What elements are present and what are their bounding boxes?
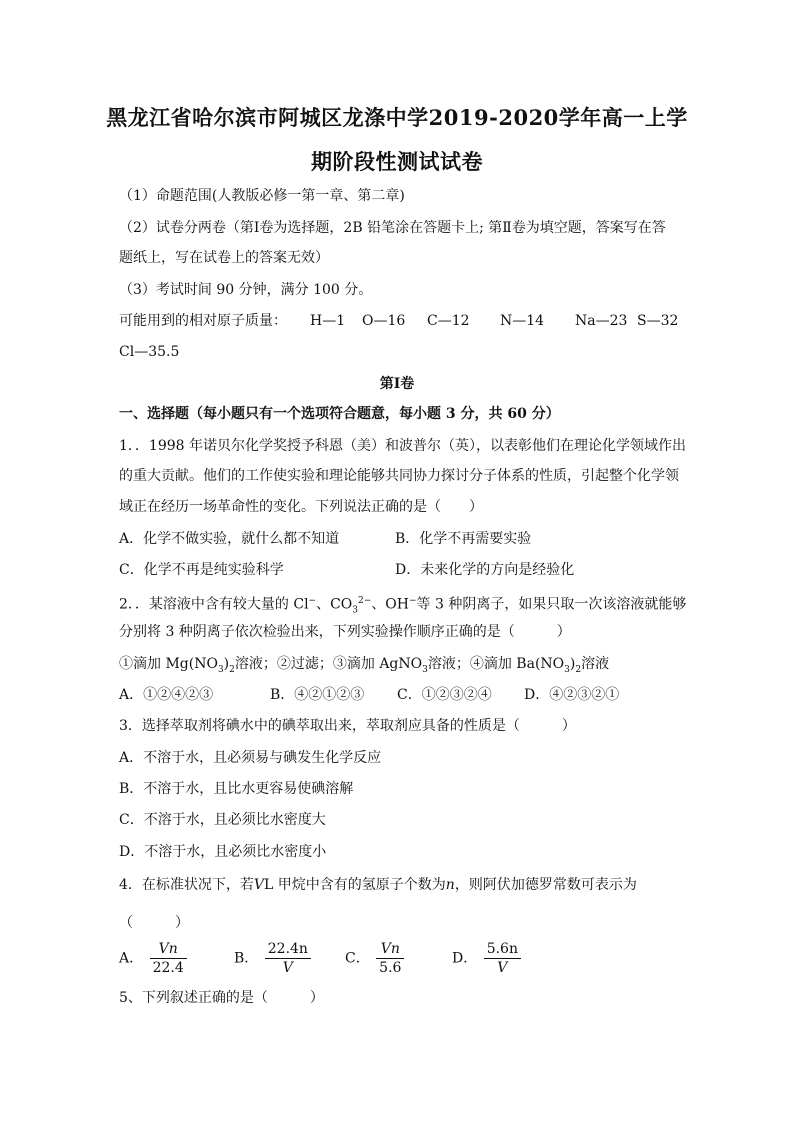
fraction-numerator: Vn (150, 940, 187, 959)
volume-heading: 第Ⅰ卷 (379, 376, 415, 392)
q2-option-d: D．④②③②① (524, 687, 620, 703)
q3-option-c: C．不溶于水，且必须比水密度大 (119, 812, 326, 828)
fraction-denominator: V (282, 960, 293, 976)
q3-option-b: B．不溶于水，且比水更容易使碘溶解 (119, 781, 354, 797)
q4-option-a-fraction (150, 940, 187, 977)
q4-variable-n: n (445, 877, 455, 893)
q1-option-c: C．化学不再是纯实验科学 (119, 562, 284, 578)
q4-option-b-label: B． (234, 950, 259, 967)
q2-text: 、CO (316, 596, 353, 613)
q1-line1: 1．．1998 年诺贝尔化学奖授予科恩（美）和波普尔（英），以表彰他们在理论化学领域作出 (119, 438, 686, 454)
q2-step-text: 溶液 (581, 656, 610, 672)
q1-line2: 的重大贡献。他们的工作使实验和理论能够共同协力探讨分子体系的性质，引起整个化学领 (119, 468, 679, 484)
q2-step-text: ①滴加 Mg(NO (119, 656, 218, 672)
atom-n: N—14 (500, 313, 545, 329)
atom-cl: Cl—35.5 (119, 344, 180, 360)
q4-option-c-fraction (376, 940, 404, 977)
q4-option-a (119, 940, 187, 977)
q2-charge: − (308, 596, 317, 606)
q4-option-c-label: C． (345, 950, 370, 967)
section-heading: 一、选择题（每小题只有一个选项符合题意，每小题 3 分，共 60 分） (119, 406, 560, 422)
q2-option-c: C．①②③②④ (397, 687, 492, 703)
q2-subscript: 2 (229, 664, 235, 675)
q2-step-text: 溶液；②过滤；③滴加 AgNO (234, 656, 423, 672)
fraction-denominator: V (497, 960, 508, 976)
q2-step-text: ) (569, 656, 576, 672)
fraction-numerator: 22.4n (265, 940, 311, 959)
q1-option-a: A．化学不做实验，就什么都不知道 (119, 531, 340, 547)
q2-subscript: 3 (352, 605, 359, 616)
fraction-numerator: Vn (376, 940, 404, 959)
note-1: （1）命题范围(人教版必修一第一章、第二章) (119, 188, 405, 204)
q4-line1 (119, 875, 637, 895)
q4-text: L 甲烷中含有的氢原子个数为 (264, 877, 446, 893)
q2-charge: − (409, 596, 417, 606)
exam-title-line1: 黑龙江省哈尔滨市阿城区龙涤中学2019-2020学年高一上学 (106, 105, 688, 130)
q2-line1 (119, 591, 686, 620)
atom-na: Na—23 (575, 313, 628, 329)
note-3: （3）考试时间 90 分钟，满分 100 分。 (119, 282, 373, 298)
q4-option-c (345, 940, 404, 977)
q4-text: ，则阿伏加德罗常数可表示为 (454, 877, 637, 893)
q4-option-a-label: A． (119, 950, 144, 967)
q3-stem: 3．选择萃取剂将碘水中的碘萃取出来，萃取剂应具备的性质是（ ） (119, 718, 576, 734)
q4-text: 4．在标准状况下，若 (119, 877, 254, 893)
atomic-mass-line (119, 311, 287, 331)
exam-title-line2: 期阶段性测试试卷 (311, 149, 483, 174)
q4-option-d (452, 940, 521, 977)
q3-option-a: A．不溶于水，且必须易与碘发生化学反应 (119, 750, 382, 766)
atom-h: H—1 (310, 313, 346, 329)
q2-text: 等 3 种阴离子，如果只取一次该溶液就能够 (416, 596, 687, 613)
q4-line2: （ ） (119, 915, 189, 931)
q1-line3: 域正在经历一场革命性的变化。下列说法正确的是（ ） (119, 499, 483, 515)
atom-s: S—32 (637, 313, 679, 329)
q2-text: 、OH (371, 596, 409, 613)
q4-option-d-fraction (484, 940, 521, 977)
q2-charge: 2− (358, 596, 372, 606)
q2-subscript: 2 (575, 664, 582, 675)
q2-line2: 分别将 3 种阴离子依次检验出来，下列实验操作顺序正确的是（ ） (119, 624, 571, 640)
q2-option-a: A．①②④②③ (119, 687, 214, 703)
q2-steps (119, 654, 609, 680)
atom-c: C—12 (427, 313, 470, 329)
q2-subscript: 3 (422, 664, 428, 675)
q2-option-b: B．④②①②③ (270, 687, 365, 703)
q2-subscript: 3 (217, 664, 224, 675)
q2-subscript: 3 (564, 664, 570, 675)
q4-option-d-label: D． (452, 950, 478, 967)
fraction-denominator: 5.6 (379, 960, 402, 976)
q2-step-text: ) (223, 656, 230, 672)
fraction-denominator: 22.4 (152, 960, 184, 976)
q1-option-b: B．化学不再需要实验 (395, 531, 532, 547)
q2-step-text: 溶液；④滴加 Ba(NO (427, 656, 565, 672)
q4-option-b-fraction (265, 940, 311, 977)
q1-option-d: D．未来化学的方向是经验化 (395, 562, 575, 578)
atom-o: O—16 (362, 313, 406, 329)
note-2-line1: （2）试卷分两卷（第Ⅰ卷为选择题，2B 铅笔涂在答题卡上; 第Ⅱ卷为填空题，答案写在答 (119, 220, 666, 236)
q5-stem: 5、下列叙述正确的是（ ） (119, 990, 324, 1006)
atomic-mass-label: 可能用到的相对原子质量： (119, 313, 287, 329)
q2-text: 2．．某溶液中含有较大量的 Cl (119, 596, 309, 613)
note-2-line2: 题纸上，写在试卷上的答案无效） (119, 250, 329, 266)
q4-variable-v: V (253, 877, 265, 893)
fraction-numerator: 5.6n (484, 940, 521, 959)
q3-option-d: D．不溶于水，且必须比水密度小 (119, 844, 327, 860)
q4-option-b (234, 940, 311, 977)
